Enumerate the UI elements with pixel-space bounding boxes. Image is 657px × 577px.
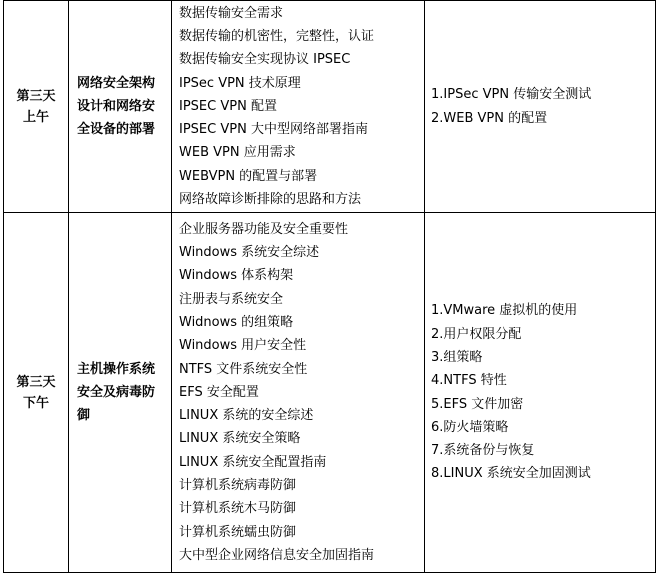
lab-item: 1.VMware 虚拟机的使用 (431, 303, 578, 319)
lab-cell (425, 213, 656, 573)
content-item: IPSEC VPN 配置 (179, 98, 277, 114)
content-item: LINUX 系统安全配置指南 (179, 454, 327, 470)
content-item: Widnows 的组策略 (179, 314, 294, 330)
session-time: 上午 (22, 109, 49, 125)
table-row (4, 213, 656, 573)
content-item: IPSEC VPN 大中型网络部署指南 (179, 122, 368, 138)
content-item: LINUX 系统的安全综述 (179, 408, 314, 424)
content-item: WEBVPN 的配置与部署 (179, 168, 318, 184)
content-item: 数据传输的机密性，完整性，认证 (179, 28, 375, 44)
lab-item: 7.系统备份与恢复 (431, 443, 535, 459)
session-cell (4, 1, 69, 213)
session-day: 第三天 (16, 88, 56, 104)
table-row (4, 1, 656, 213)
session-day: 第三天 (16, 374, 56, 390)
lab-item: 1.IPSec VPN 传输安全测试 (431, 87, 592, 103)
content-cell (172, 213, 425, 573)
lab-item: 8.LINUX 系统安全加固测试 (431, 466, 591, 482)
content-item: NTFS 文件系统安全性 (179, 361, 308, 377)
content-item: 企业服务器功能及安全重要性 (179, 221, 349, 237)
lab-item: 6.防火墙策略 (431, 419, 509, 435)
schedule-table (3, 0, 656, 573)
lab-item: 3.组策略 (431, 349, 483, 365)
content-item: 计算机系统木马防御 (179, 501, 297, 517)
lab-item: 2.WEB VPN 的配置 (431, 110, 548, 126)
content-item: EFS 安全配置 (179, 384, 259, 400)
lab-item: 5.EFS 文件加密 (431, 396, 524, 412)
topic-cell: 网络安全架构设计和网络安全设备的部署 (69, 1, 172, 213)
content-cell (172, 1, 425, 213)
content-item: 注册表与系统安全 (179, 291, 284, 307)
content-item: 数据传输安全需求 (179, 5, 284, 21)
topic-cell: 主机操作系统安全及病毒防御 (69, 213, 172, 573)
content-item: Windows 用户安全性 (179, 338, 307, 354)
content-item: 计算机系统蠕虫防御 (179, 524, 297, 540)
content-item: LINUX 系统安全策略 (179, 431, 301, 447)
session-time: 下午 (22, 395, 49, 411)
lab-item: 4.NTFS 特性 (431, 373, 507, 389)
content-item: 数据传输安全实现协议 IPSEC (179, 52, 351, 68)
content-item: Windows 系统安全综述 (179, 245, 320, 261)
lab-cell (425, 1, 656, 213)
content-item: Windows 体系构架 (179, 268, 294, 284)
session-cell (4, 213, 69, 573)
lab-item: 2.用户权限分配 (431, 326, 522, 342)
content-item: WEB VPN 应用需求 (179, 145, 296, 161)
content-item: 大中型企业网络信息安全加固指南 (179, 547, 375, 563)
content-item: IPSec VPN 技术原理 (179, 75, 301, 91)
content-item: 计算机系统病毒防御 (179, 478, 297, 494)
content-item: 网络故障诊断排除的思路和方法 (179, 192, 362, 208)
